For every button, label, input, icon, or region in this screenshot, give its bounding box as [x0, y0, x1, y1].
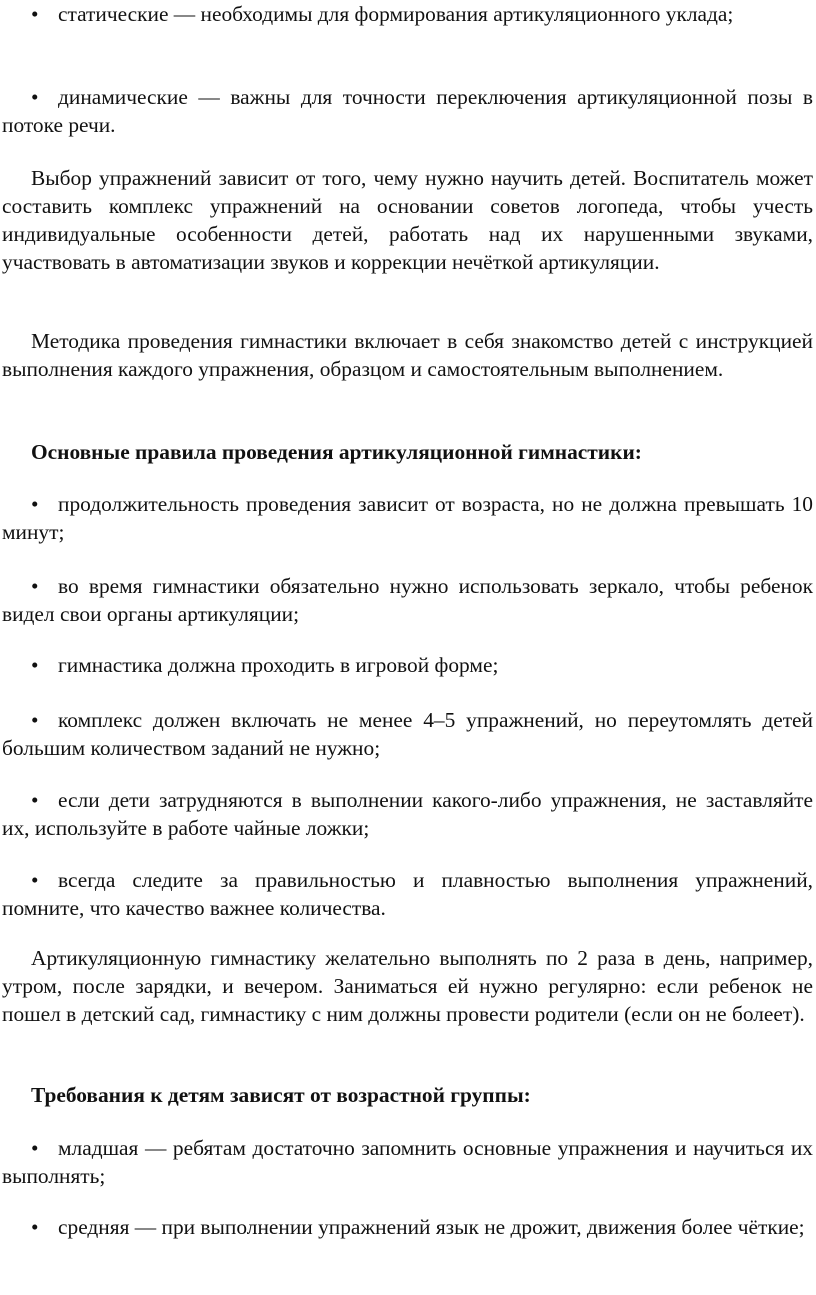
bullet-item-junior [2, 1134, 813, 1190]
bullet-text: комплекс должен включать не менее 4–5 упражнений, но переутомлять детей большим количеством заданий не нужно; [2, 708, 813, 760]
bullet-item-difficulties [2, 786, 813, 842]
bullet-text: если дети затрудняются в выполнении какого-либо упражнения, не заставляйте их, используйте в работе чайные ложки; [2, 788, 813, 840]
bullet-item-duration [2, 490, 813, 546]
bullet-item-dynamic [2, 83, 813, 139]
paragraph-exercise-choice: Выбор упражнений зависит от того, чему нужно научить детей. Воспитатель может составить комплекс упражнений на основании советов логопеда, чтобы учесть индивидуальные особенности детей, работать над их нарушенными звуками, участвовать в автоматизации звуков и коррекции нечёткой артикуляции. [2, 166, 813, 274]
bullet-marker: • [31, 788, 39, 812]
bullet-item-middle [2, 1213, 813, 1241]
bullet-text: младшая — ребятам достаточно запомнить основные упражнения и научиться их выполнять; [2, 1136, 813, 1188]
bullet-text: динамические — важны для точности переключения артикуляционной позы в потоке речи. [2, 85, 813, 137]
bullet-item-game-form [2, 651, 813, 679]
bullet-text: продолжительность проведения зависит от возраста, но не должна превышать 10 минут; [2, 492, 813, 544]
bullet-marker: • [31, 574, 39, 598]
bullet-item-static [2, 0, 813, 28]
bullet-item-quality [2, 866, 813, 922]
bullet-marker: • [31, 708, 39, 732]
bullet-marker: • [31, 1215, 39, 1239]
heading-age-requirements: Требования к детям зависят от возрастной группы: [31, 1083, 531, 1107]
bullet-item-exercise-count [2, 706, 813, 762]
bullet-marker: • [31, 1136, 39, 1160]
bullet-text: средняя — при выполнении упражнений язык не дрожит, движения более чёткие; [58, 1215, 805, 1239]
bullet-item-mirror [2, 572, 813, 628]
bullet-marker: • [31, 492, 39, 516]
heading-basic-rules: Основные правила проведения артикуляционной гимнастики: [31, 440, 642, 464]
bullet-marker: • [31, 2, 39, 26]
bullet-marker: • [31, 653, 39, 677]
paragraph-methodology: Методика проведения гимнастики включает в себя знакомство детей с инструкцией выполнения каждого упражнения, образцом и самостоятельным выполнением. [2, 329, 813, 381]
paragraph-schedule: Артикуляционную гимнастику желательно выполнять по 2 раза в день, например, утром, после зарядки, и вечером. Заниматься ей нужно регулярно: если ребенок не пошел в детский сад, гимнастику с ним должны провести родители (если он не болеет). [2, 946, 813, 1026]
bullet-text: гимнастика должна проходить в игровой форме; [58, 653, 499, 677]
bullet-marker: • [31, 85, 39, 109]
bullet-text: во время гимнастики обязательно нужно использовать зеркало, чтобы ребенок видел свои органы артикуляции; [2, 574, 813, 626]
bullet-text: всегда следите за правильностью и плавностью выполнения упражнений, помните, что качество важнее количества. [2, 868, 813, 920]
bullet-marker: • [31, 868, 39, 892]
bullet-text: статические — необходимы для формирования артикуляционного уклада; [58, 2, 734, 26]
